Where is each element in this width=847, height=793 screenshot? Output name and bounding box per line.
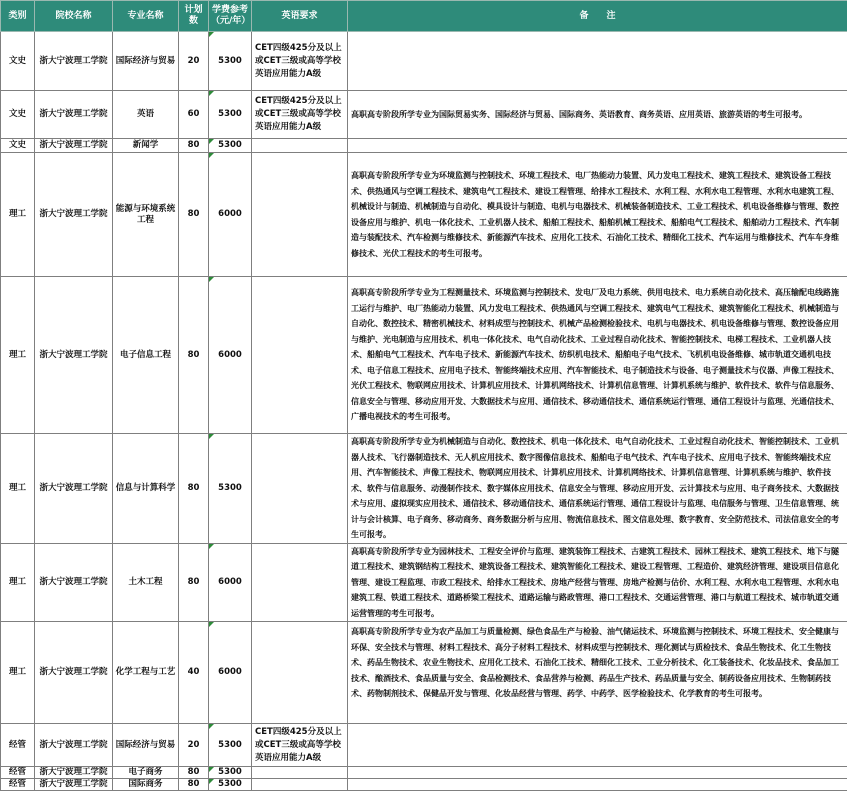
cell-school: 浙大宁波理工学院	[35, 543, 113, 622]
cell-plan: 80	[179, 767, 209, 779]
cell-major: 国际经济与贸易	[113, 724, 179, 767]
cell-english: CET四级425分及以上或CET三级或高等学校英语应用能力A级	[252, 32, 348, 91]
cell-category: 经管	[1, 767, 35, 779]
cell-category: 经管	[1, 724, 35, 767]
cell-school: 浙大宁波理工学院	[35, 139, 113, 153]
cell-school: 浙大宁波理工学院	[35, 767, 113, 779]
table-row	[1, 153, 847, 277]
cell-school: 浙大宁波理工学院	[35, 779, 113, 791]
cell-school: 浙大宁波理工学院	[35, 434, 113, 544]
cell-notes: 高职高专阶段所学专业为机械制造与自动化、数控技术、机电一体化技术、电气自动化技术、工业过程自动化技术、智能控制技术、工业机器人技术、飞行器制造技术、无人机应用技术、数字图像信息技术、船舶电子电气技术、汽车电子技术、应用电子技术、智能终端技术应用、汽车智能技术、声像工程技术、物联网应用技术、计算机应用技术、计算机网络技术、计算机信息管理、计算机系统与维护、软件技术、软件与信息服务、动漫制作技术、数字媒体应用技术、信息安全与管理、移动应用开发、云计算技术与应用、电子商务技术、大数据技术与应用、虚拟现实应用技术、通信技术、移动通信技术、通信系统运行管理、通信工程设计与监理、电信服务与管理、卫生信息管理、统计与会计核算、电子商务、移动商务、商务数据分析与应用、物流信息技术、图文信息处理、数字教育、安全防范技术、司法信息安全的考生可报考。	[348, 434, 847, 544]
table-row	[1, 779, 847, 791]
cell-major: 国际经济与贸易	[113, 32, 179, 91]
cell-notes	[348, 767, 847, 779]
cell-major: 信息与计算科学	[113, 434, 179, 544]
cell-school: 浙大宁波理工学院	[35, 153, 113, 277]
cell-category: 理工	[1, 277, 35, 434]
cell-fee: 5300	[209, 779, 252, 791]
cell-fee: 5300	[209, 434, 252, 544]
cell-major: 土木工程	[113, 543, 179, 622]
cell-plan: 80	[179, 153, 209, 277]
cell-notes: 高职高专阶段所学专业为工程测量技术、环境监测与控制技术、发电厂及电力系统、供用电技术、电力系统自动化技术、高压输配电线路施工运行与维护、电厂热能动力装置、风力发电工程技术、供热通风与空调工程技术、建筑电气工程技术、建筑智能化工程技术、机械制造与自动化、数控技术、精密机械技术、材料成型与控制技术、机械产品检测检验技术、电机与电器技术、机电设备维修与管理、数控设备应用与维护、光电制造与应用技术、机电一体化技术、电气自动化技术、工业过程自动化技术、智能控制技术、电梯工程技术、工业机器人技术、船舶电气工程技术、汽车电子技术、新能源汽车技术、纺织机电技术、船舶电子电气技术、飞机机电设备维修、城市轨道交通机电技术、电子信息工程技术、应用电子技术、智能终端技术应用、汽车智能技术、电子制造技术与设备、电子测量技术与仪器、声像工程技术、光伏工程技术、物联网应用技术、计算机应用技术、计算机网络技术、计算机信息管理、计算机系统与维护、软件技术、软件与信息服务、信息安全与管理、移动应用开发、大数据技术与应用、通信技术、移动通信技术、通信系统运行管理、通信工程设计与监理、光通信技术、广播电视技术的考生可报考。	[348, 277, 847, 434]
cell-major: 能源与环境系统工程	[113, 153, 179, 277]
header-major: 专业名称	[113, 1, 179, 32]
header-school: 院校名称	[35, 1, 113, 32]
table-row	[1, 32, 847, 91]
cell-fee: 5300	[209, 724, 252, 767]
cell-major: 化学工程与工艺	[113, 622, 179, 724]
cell-notes	[348, 139, 847, 153]
cell-fee: 5300	[209, 32, 252, 91]
cell-category: 理工	[1, 434, 35, 544]
table-row	[1, 91, 847, 139]
table-row	[1, 139, 847, 153]
cell-english	[252, 434, 348, 544]
cell-school: 浙大宁波理工学院	[35, 91, 113, 139]
table-row	[1, 724, 847, 767]
cell-fee: 6000	[209, 622, 252, 724]
table-row	[1, 543, 847, 622]
cell-fee: 5300	[209, 139, 252, 153]
cell-category: 文史	[1, 32, 35, 91]
cell-plan: 20	[179, 724, 209, 767]
cell-fee: 6000	[209, 277, 252, 434]
header-row	[1, 1, 847, 32]
cell-category: 经管	[1, 779, 35, 791]
cell-english	[252, 779, 348, 791]
cell-notes: 高职高专阶段所学专业为环境监测与控制技术、环境工程技术、电厂热能动力装置、风力发电工程技术、建筑工程技术、建筑设备工程技术、供热通风与空调工程技术、建筑电气工程技术、建设工程管理、给排水工程技术、水利工程、水利水电工程管理、水利水电建筑工程、机械设计与制造、机械制造与自动化、模具设计与制造、电机与电器技术、机械装备制造技术、工业工程技术、机电设备维修与管理、数控设备应用与维护、机电一体化技术、工业机器人技术、船舶工程技术、船舶机械工程技术、船舶电气工程技术、船舶动力工程技术、汽车制造与装配技术、汽车检测与维修技术、新能源汽车技术、应用化工技术、石油化工技术、精细化工技术、汽车运用与维修技术、汽车车身维修技术、光伏工程技术的考生可报考。	[348, 153, 847, 277]
header-notes: 备 注	[348, 1, 847, 32]
cell-plan: 80	[179, 543, 209, 622]
header-category: 类别	[1, 1, 35, 32]
cell-major: 英语	[113, 91, 179, 139]
cell-plan: 80	[179, 779, 209, 791]
cell-fee: 5300	[209, 91, 252, 139]
cell-school: 浙大宁波理工学院	[35, 277, 113, 434]
cell-english: CET四级425分及以上或CET三级或高等学校英语应用能力A级	[252, 724, 348, 767]
cell-major: 新闻学	[113, 139, 179, 153]
table-row	[1, 277, 847, 434]
header-english: 英语要求	[252, 1, 348, 32]
cell-plan: 40	[179, 622, 209, 724]
cell-school: 浙大宁波理工学院	[35, 622, 113, 724]
cell-notes: 高职高专阶段所学专业为农产品加工与质量检测、绿色食品生产与检验、油气储运技术、环境监测与控制技术、环境工程技术、安全健康与环保、安全技术与管理、材料工程技术、高分子材料工程技术、材料成型与控制技术、理化测试与质检技术、食品生物技术、化工生物技术、药品生物技术、农业生物技术、应用化工技术、石油化工技术、精细化工技术、工业分析技术、化工装备技术、化妆品技术、食品加工技术、酿酒技术、食品质量与安全、食品检测技术、食品营养与检测、药品生产技术、药品质量与安全、制药设备应用技术、生物制药技术、药物制剂技术、保健品开发与管理、化妆品经营与管理、药学、中药学、医学检验技术、化学教育的考生可报考。	[348, 622, 847, 724]
cell-major: 电子商务	[113, 767, 179, 779]
cell-notes	[348, 724, 847, 767]
cell-english	[252, 767, 348, 779]
cell-school: 浙大宁波理工学院	[35, 724, 113, 767]
cell-major: 电子信息工程	[113, 277, 179, 434]
cell-category: 理工	[1, 543, 35, 622]
header-plan: 计划数	[179, 1, 209, 32]
cell-school: 浙大宁波理工学院	[35, 32, 113, 91]
cell-english	[252, 139, 348, 153]
cell-english	[252, 153, 348, 277]
cell-english	[252, 277, 348, 434]
cell-plan: 80	[179, 434, 209, 544]
cell-english: CET四级425分及以上或CET三级或高等学校英语应用能力A级	[252, 91, 348, 139]
header-fee: 学费参考（元/年）	[209, 1, 252, 32]
cell-notes: 高职高专阶段所学专业为园林技术、工程安全评价与监理、建筑装饰工程技术、古建筑工程技术、园林工程技术、建筑工程技术、地下与隧道工程技术、建筑钢结构工程技术、建筑设备工程技术、建筑智能化工程技术、建设工程管理、工程造价、建筑经济管理、建设项目信息化管理、建设工程监理、市政工程技术、给排水工程技术、房地产经营与管理、房地产检测与估价、水利工程、水利水电工程管理、水利水电建筑工程、铁道工程技术、道路桥梁工程技术、道路运输与路政管理、港口工程技术、交通运营管理、港口与航道工程技术、城市轨道交通运营管理的考生可报考。	[348, 543, 847, 622]
cell-notes: 高职高专阶段所学专业为国际贸易实务、国际经济与贸易、国际商务、英语教育、商务英语、应用英语、旅游英语的考生可报考。	[348, 91, 847, 139]
table-row	[1, 767, 847, 779]
cell-category: 理工	[1, 153, 35, 277]
cell-fee: 6000	[209, 543, 252, 622]
cell-english	[252, 543, 348, 622]
cell-plan: 60	[179, 91, 209, 139]
cell-major: 国际商务	[113, 779, 179, 791]
cell-fee: 6000	[209, 153, 252, 277]
cell-notes	[348, 32, 847, 91]
cell-plan: 20	[179, 32, 209, 91]
table-row	[1, 434, 847, 544]
cell-notes	[348, 779, 847, 791]
cell-plan: 80	[179, 139, 209, 153]
table-row	[1, 622, 847, 724]
cell-category: 文史	[1, 91, 35, 139]
cell-category: 理工	[1, 622, 35, 724]
cell-fee: 5300	[209, 767, 252, 779]
cell-category: 文史	[1, 139, 35, 153]
cell-english	[252, 622, 348, 724]
cell-plan: 80	[179, 277, 209, 434]
